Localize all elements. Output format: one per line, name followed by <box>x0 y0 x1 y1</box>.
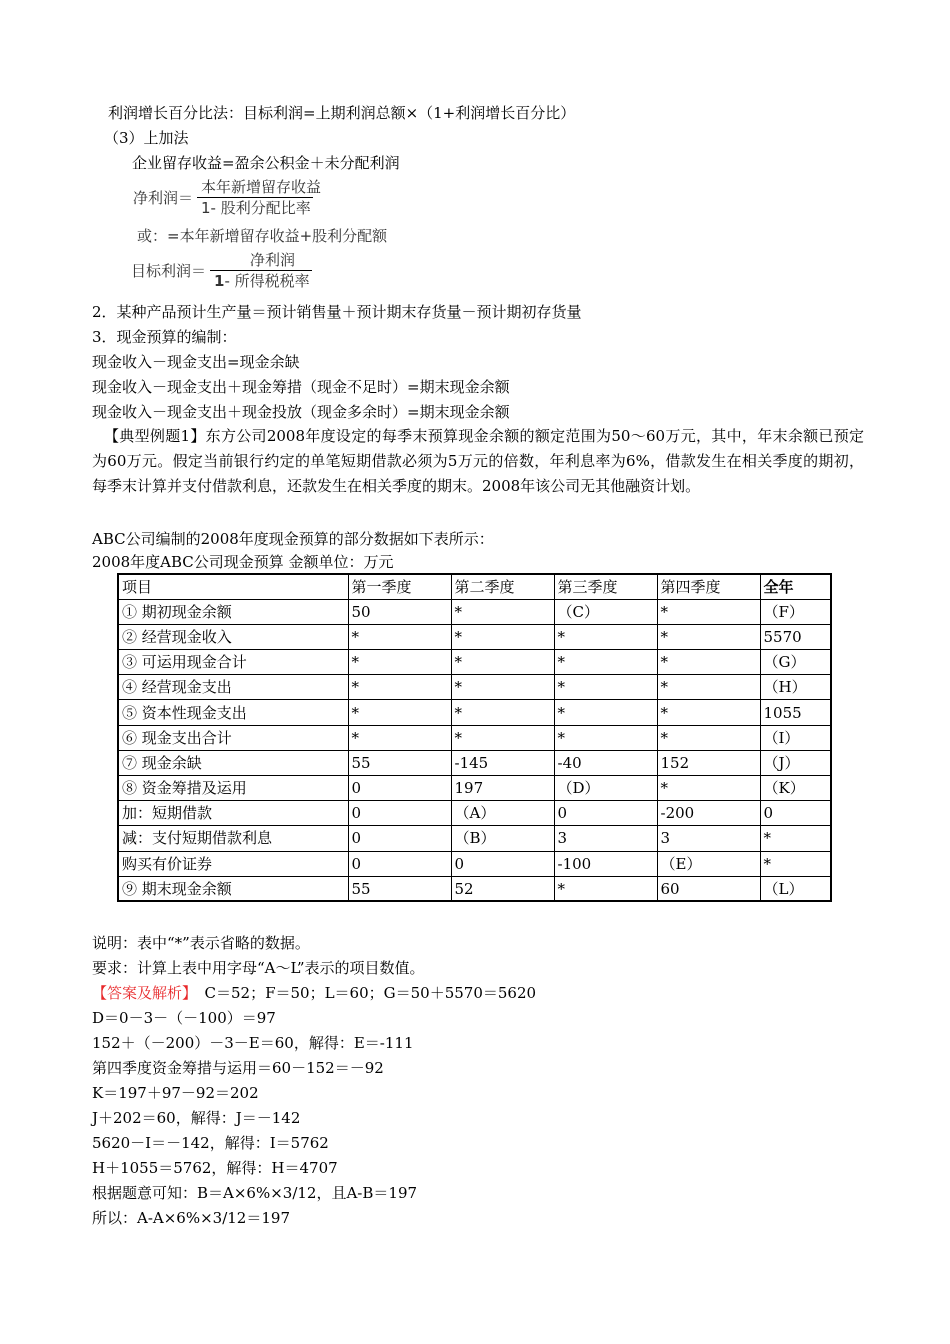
table-cell: （B） <box>451 826 554 851</box>
table-cell: -100 <box>554 851 657 876</box>
table-cell: （E） <box>657 851 760 876</box>
table-row <box>118 624 831 649</box>
table-cell: 0 <box>348 776 451 801</box>
table-cell: -200 <box>657 801 760 826</box>
table-cell: * <box>554 624 657 649</box>
row-label: ② 经营现金收入 <box>118 624 348 649</box>
table-cell: 0 <box>348 801 451 826</box>
table-cell: 60 <box>657 876 760 901</box>
answer-step: H＋1055＝5762，解得：H＝4707 <box>92 1159 338 1177</box>
row-label: ③ 可运用现金合计 <box>118 650 348 675</box>
answer-step: 152＋（－200）－3－E＝60，解得：E＝-111 <box>92 1034 414 1052</box>
answer-step: J＋202＝60，解得：J＝－142 <box>92 1109 301 1127</box>
row-label: ⑨ 期末现金余额 <box>118 876 348 901</box>
table-cell: * <box>451 624 554 649</box>
cash-budget-table <box>117 573 832 902</box>
table-row <box>118 675 831 700</box>
table-cell: * <box>348 650 451 675</box>
table-cell: -40 <box>554 750 657 775</box>
table-cell: 0 <box>348 851 451 876</box>
table-cell: * <box>451 599 554 624</box>
table-cell: （A） <box>451 801 554 826</box>
table-cell: 3 <box>657 826 760 851</box>
table-cell: * <box>554 876 657 901</box>
table-cell: 0 <box>348 826 451 851</box>
target-profit-fraction <box>131 251 312 290</box>
table-row <box>118 851 831 876</box>
plus-method-heading: （3）上加法 <box>104 129 189 147</box>
table-cell: （J） <box>760 750 831 775</box>
table-cell: * <box>657 624 760 649</box>
net-profit-fraction <box>133 178 323 217</box>
answer-first-line <box>92 983 536 1003</box>
table-cell: 55 <box>348 876 451 901</box>
row-label: ① 期初现金余额 <box>118 599 348 624</box>
table-row <box>118 599 831 624</box>
table-cell: （F） <box>760 599 831 624</box>
answer-first-values: C＝52；F＝50；L＝60；G＝50＋5570＝5620 <box>189 984 537 1002</box>
retained-earnings-formula: 企业留存收益=盈余公积金＋未分配利润 <box>132 154 400 172</box>
table-cell: * <box>657 599 760 624</box>
row-label: 加：短期借款 <box>118 801 348 826</box>
table-cell: * <box>348 675 451 700</box>
table-row <box>118 801 831 826</box>
table-row <box>118 725 831 750</box>
table-cell: -145 <box>451 750 554 775</box>
cash-formula-3: 现金收入－现金支出＋现金投放（现金多余时）=期末现金余额 <box>92 403 510 421</box>
table-cell: * <box>554 675 657 700</box>
answer-step: D＝0－3－（－100）＝97 <box>92 1009 276 1027</box>
table-cell: 0 <box>760 801 831 826</box>
table-cell: * <box>451 675 554 700</box>
table-cell: （G） <box>760 650 831 675</box>
or-formula: 或：=本年新增留存收益+股利分配额 <box>137 227 388 245</box>
cash-formula-1: 现金收入－现金支出=现金余缺 <box>92 353 300 371</box>
answer-step: 第四季度资金筹措与运用＝60－152＝－92 <box>92 1059 384 1077</box>
table-cell: （I） <box>760 725 831 750</box>
note-omitted: 说明：表中“*”表示省略的数据。 <box>92 934 310 952</box>
header-item: 项目 <box>118 574 348 599</box>
table-cell: * <box>657 725 760 750</box>
header-year: 全年 <box>760 574 831 599</box>
production-formula: 2．某种产品预计生产量＝预计销售量＋预计期末存货量－预计期初存货量 <box>92 303 582 321</box>
row-label: ⑥ 现金支出合计 <box>118 725 348 750</box>
cash-formula-2: 现金收入－现金支出＋现金筹措（现金不足时）=期末现金余额 <box>92 378 510 396</box>
header-q4: 第四季度 <box>657 574 760 599</box>
table-cell: * <box>554 725 657 750</box>
row-label: 购买有价证券 <box>118 851 348 876</box>
header-q3: 第三季度 <box>554 574 657 599</box>
answer-label: 【答案及解析】 <box>92 984 190 1002</box>
table-cell: （C） <box>554 599 657 624</box>
table-cell: * <box>657 700 760 725</box>
table-cell: * <box>657 675 760 700</box>
row-label: ⑤ 资本性现金支出 <box>118 700 348 725</box>
table-cell: （K） <box>760 776 831 801</box>
table-cell: 0 <box>554 801 657 826</box>
note-requirement: 要求：计算上表中用字母“A～L”表示的项目数值。 <box>92 959 425 977</box>
table-cell: （H） <box>760 675 831 700</box>
table-cell: * <box>657 650 760 675</box>
cash-budget-heading: 3．现金预算的编制： <box>92 328 237 346</box>
net-profit-denominator: 1- 股利分配比率 <box>197 197 313 217</box>
table-cell: * <box>451 700 554 725</box>
table-cell: * <box>451 725 554 750</box>
table-row <box>118 650 831 675</box>
table-cell: * <box>554 650 657 675</box>
table-row <box>118 826 831 851</box>
table-cell: 1055 <box>760 700 831 725</box>
table-row <box>118 776 831 801</box>
table-cell: * <box>760 826 831 851</box>
table-cell: （L） <box>760 876 831 901</box>
table-cell: * <box>657 776 760 801</box>
target-profit-numerator: 净利润 <box>250 251 296 269</box>
answer-step: 根据题意可知：B＝A×6%×3/12，且A-B＝197 <box>92 1184 418 1202</box>
table-cell: 197 <box>451 776 554 801</box>
table-cell: 3 <box>554 826 657 851</box>
header-q2: 第二季度 <box>451 574 554 599</box>
table-cell: * <box>760 851 831 876</box>
table-cell: 52 <box>451 876 554 901</box>
table-cell: 152 <box>657 750 760 775</box>
profit-growth-formula: 利润增长百分比法：目标利润=上期利润总额×（1+利润增长百分比） <box>108 104 576 122</box>
table-cell: （D） <box>554 776 657 801</box>
target-profit-label: 目标利润＝ <box>131 262 207 280</box>
answer-step: 5620－I＝－142，解得：I＝5762 <box>92 1134 329 1152</box>
answer-step: 所以：A-A×6%×3/12＝197 <box>92 1209 290 1227</box>
table-cell: * <box>348 700 451 725</box>
table-cell: * <box>554 700 657 725</box>
table-title: 2008年度ABC公司现金预算 金额单位：万元 <box>92 553 394 571</box>
table-row <box>118 876 831 901</box>
target-profit-denominator: 1- 所得税税率 <box>210 270 312 290</box>
header-q1: 第一季度 <box>348 574 451 599</box>
row-label: 减：支付短期借款利息 <box>118 826 348 851</box>
example-paragraph: 【典型例题1】东方公司2008年度设定的每季末预算现金余额的额定范围为50～60万元，其中，年末余额已预定为60万元。假定当前银行约定的单笔短期借款必须为5万元的倍数，年利息率为6%，借款发生在相关季度的期初，每季末计算并支付借款利息，还款发生在相关季度的期末。2008年该公司无其他融资计划。 <box>92 427 864 495</box>
net-profit-numerator: 本年新增留存收益 <box>201 178 322 196</box>
row-label: ⑧ 资金筹措及运用 <box>118 776 348 801</box>
table-cell: 5570 <box>760 624 831 649</box>
table-cell: 0 <box>451 851 554 876</box>
table-cell: 55 <box>348 750 451 775</box>
table-row <box>118 700 831 725</box>
net-profit-label: 净利润＝ <box>133 189 194 207</box>
table-cell: * <box>348 624 451 649</box>
table-row <box>118 750 831 775</box>
row-label: ⑦ 现金余缺 <box>118 750 348 775</box>
answer-step: K＝197＋97－92＝202 <box>92 1084 259 1102</box>
table-cell: * <box>451 650 554 675</box>
row-label: ④ 经营现金支出 <box>118 675 348 700</box>
table-header-row <box>118 574 831 599</box>
table-cell: * <box>348 725 451 750</box>
example-intro: ABC公司编制的2008年度现金预算的部分数据如下表所示： <box>92 530 494 548</box>
table-cell: 50 <box>348 599 451 624</box>
